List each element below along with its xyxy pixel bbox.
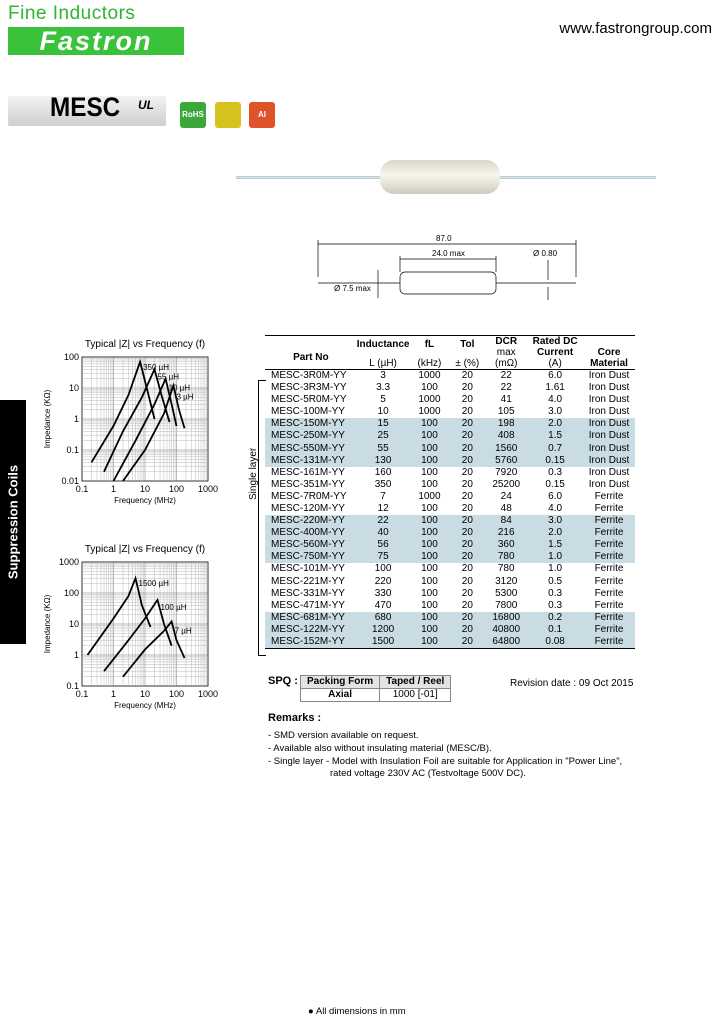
table-cell: Ferrite: [583, 551, 635, 563]
table-cell: 20: [461, 382, 473, 394]
y-tick-label: 1: [73, 414, 79, 424]
table-cell: 330: [374, 587, 392, 599]
series-label: 100 µH: [160, 602, 187, 612]
table-cell: 1000: [418, 406, 441, 418]
table-cell: Iron Dust: [588, 478, 630, 490]
table-row: [265, 539, 635, 551]
table-cell: Ferrite: [594, 575, 624, 587]
table-cell: 24: [500, 490, 512, 502]
table-cell: 7: [380, 490, 386, 502]
table-cell: 100: [409, 551, 449, 563]
rohs-badge-icon: RoHS: [180, 102, 206, 128]
table-cell: 100: [421, 502, 438, 514]
y-tick-label: 0.01: [61, 476, 79, 486]
y-tick-label: 10: [68, 619, 79, 629]
table-row: [265, 418, 635, 430]
table-row: [265, 467, 635, 479]
table-cell: 20: [461, 478, 473, 490]
table-cell: 0.15: [527, 455, 583, 467]
x-tick-label: 1000: [197, 484, 219, 494]
table-cell: 75: [357, 551, 410, 563]
table-cell: Ferrite: [594, 490, 624, 502]
table-cell: 20: [461, 563, 473, 575]
table-cell: 4.0: [548, 502, 563, 514]
table-cell: 680: [357, 612, 410, 624]
table-cell: Iron Dust: [583, 418, 635, 430]
table-cell: Ferrite: [594, 563, 624, 575]
table-cell: 130: [357, 455, 410, 467]
remark-item: - Available also without insulating material (MESC/B).: [268, 743, 492, 754]
table-cell: 20: [449, 624, 485, 636]
ul-mark: UL: [138, 98, 154, 112]
table-cell: 0.3: [548, 466, 563, 478]
table-cell: 40800: [485, 624, 527, 636]
table-row: [265, 503, 635, 515]
table-cell: 100: [409, 539, 449, 551]
table-row: [265, 612, 635, 624]
table-cell: MESC-120M-YY: [271, 502, 345, 514]
table-row: [265, 636, 635, 649]
table-row: [265, 370, 635, 383]
table-cell: 100: [421, 575, 438, 587]
series-label: 3 µH: [176, 392, 194, 402]
table-cell: 20: [461, 394, 473, 406]
table-cell: Iron Dust: [588, 394, 630, 406]
overall-length: 87.0: [436, 234, 452, 243]
table-cell: Iron Dust: [583, 442, 635, 454]
table-cell: 0.15: [545, 478, 565, 490]
table-cell: 56: [357, 539, 410, 551]
table-cell: MESC-131M-YY: [265, 455, 357, 467]
y-tick-label: 0.1: [66, 681, 79, 691]
table-cell: Ferrite: [583, 612, 635, 624]
table-cell: 20: [449, 539, 485, 551]
table-cell: 15: [357, 418, 410, 430]
table-cell: 100: [421, 382, 438, 394]
y-tick-label: 100: [63, 588, 79, 598]
col-current: Rated DC Current (A): [532, 336, 578, 369]
spq-qty: 1000 [-01]: [380, 689, 451, 702]
table-cell: 64800: [485, 636, 527, 649]
table-cell: 7800: [495, 599, 518, 611]
table-cell: MESC-150M-YY: [265, 418, 357, 430]
table-cell: Ferrite: [583, 515, 635, 527]
table-cell: 1200: [357, 624, 410, 636]
table-cell: MESC-250M-YY: [265, 430, 357, 442]
remarks-title: Remarks :: [268, 712, 322, 724]
table-cell: 2.0: [527, 418, 583, 430]
table-row: [265, 527, 635, 539]
table-cell: MESC-750M-YY: [265, 551, 357, 563]
series-label: 10 µH: [168, 383, 191, 393]
series-label: 7 µH: [174, 626, 192, 636]
table-cell: MESC-220M-YY: [265, 515, 357, 527]
table-cell: 20: [449, 551, 485, 563]
table-cell: MESC-681M-YY: [265, 612, 357, 624]
table-cell: 220: [374, 575, 392, 587]
footer-text: All dimensions in mm: [315, 1006, 406, 1017]
series-label: 350 µH: [143, 362, 170, 372]
col-part-no: Part No: [293, 352, 329, 363]
y-tick-label: 1: [73, 650, 79, 660]
table-row: [265, 600, 635, 612]
revision-date: Revision date : 09 Oct 2015: [510, 678, 634, 689]
table-cell: 20: [449, 430, 485, 442]
table-cell: 5300: [495, 587, 518, 599]
table-cell: 0.5: [548, 575, 563, 587]
spq-label: SPQ :: [268, 675, 298, 687]
table-cell: 16800: [485, 612, 527, 624]
table-cell: 5: [380, 394, 386, 406]
table-cell: 1.0: [548, 563, 563, 575]
table-cell: 1.0: [527, 551, 583, 563]
table-cell: 0.3: [548, 599, 563, 611]
table-cell: MESC-122M-YY: [265, 624, 357, 636]
group-label: Single layer: [248, 447, 259, 500]
component-body: [380, 160, 500, 194]
table-cell: 100: [421, 478, 438, 490]
table-cell: MESC-550M-YY: [265, 442, 357, 454]
table-cell: 1560: [485, 442, 527, 454]
table-cell: 350: [374, 478, 392, 490]
table-cell: 100: [421, 587, 438, 599]
table-cell: 3.0: [548, 406, 563, 418]
table-cell: 1000: [418, 370, 441, 381]
table-cell: Iron Dust: [583, 455, 635, 467]
x-tick-label: 1: [110, 689, 117, 699]
table-cell: Ferrite: [583, 624, 635, 636]
table-cell: 10: [377, 406, 389, 418]
product-title: MESC: [50, 92, 121, 122]
table-cell: 20: [461, 406, 473, 418]
y-tick-label: 0.1: [66, 445, 79, 455]
table-cell: 100: [374, 563, 392, 575]
table-cell: 25: [357, 430, 410, 442]
table-cell: 3120: [495, 575, 518, 587]
chart-title: Typical |Z| vs Frequency (f): [84, 544, 206, 555]
spq-col-packing: Packing Form: [301, 676, 380, 689]
impedance-chart-1: [40, 335, 225, 515]
footer-note: ● All dimensions in mm: [308, 1006, 406, 1017]
table-cell: 12: [377, 502, 389, 514]
brand-logo: Fastron: [8, 27, 184, 55]
table-cell: 41: [500, 394, 512, 406]
spq-col-reel: Taped / Reel: [380, 676, 451, 689]
chart-title: Typical |Z| vs Frequency (f): [84, 339, 206, 350]
body-length: 24.0 max: [432, 249, 465, 258]
table-cell: MESC-101M-YY: [271, 563, 345, 575]
table-cell: 25200: [492, 478, 521, 490]
table-cell: Ferrite: [583, 636, 635, 649]
table-cell: 1000: [418, 490, 441, 502]
body-diameter: Ø 7.5 max: [334, 284, 371, 293]
table-cell: 0.7: [527, 442, 583, 454]
table-cell: MESC-400M-YY: [265, 527, 357, 539]
table-cell: 6.0: [548, 370, 563, 381]
table-cell: 20: [449, 455, 485, 467]
table-cell: 40: [357, 527, 410, 539]
table-cell: 20: [461, 575, 473, 587]
table-cell: Ferrite: [594, 587, 624, 599]
y-tick-label: 10: [68, 383, 79, 393]
series-label: 55 µH: [157, 372, 179, 382]
x-axis-label: Frequency (MHz): [114, 496, 176, 505]
table-cell: 4.0: [548, 394, 563, 406]
table-cell: 22: [357, 515, 410, 527]
table-cell: MESC-152M-YY: [265, 636, 357, 649]
col-inductance: Inductance L (µH): [356, 339, 410, 369]
table-cell: MESC-3R0M-YY: [271, 370, 347, 381]
table-cell: 3.3: [376, 382, 391, 394]
brand-tagline: Fine Inductors: [8, 3, 136, 24]
table-cell: 0.2: [527, 612, 583, 624]
table-cell: 1.5: [527, 430, 583, 442]
table-row: [265, 576, 635, 588]
side-tab: [0, 400, 26, 644]
table-row: [265, 406, 635, 418]
table-cell: 470: [374, 599, 392, 611]
table-cell: 1.5: [527, 539, 583, 551]
table-cell: 20: [449, 418, 485, 430]
spec-table: [265, 335, 635, 649]
ai-badge-icon: AI: [249, 102, 275, 128]
table-cell: 780: [485, 551, 527, 563]
table-cell: MESC-221M-YY: [271, 575, 345, 587]
y-axis-label: Impedance (KΩ): [43, 594, 52, 654]
x-tick-label: 100: [168, 689, 185, 699]
spq-table: [300, 675, 451, 702]
table-cell: 5760: [485, 455, 527, 467]
y-tick-label: 1000: [58, 557, 79, 567]
table-cell: 20: [449, 515, 485, 527]
col-dcr: DCR max (mΩ): [494, 336, 518, 369]
table-row: [265, 479, 635, 491]
table-cell: 3: [380, 370, 386, 381]
table-cell: 22: [500, 382, 512, 394]
remark-item: - Single layer - Model with Insulation Foil are suitable for Application in "Power Line",: [268, 756, 623, 767]
table-cell: 22: [500, 370, 512, 381]
x-tick-label: 0.1: [75, 484, 89, 494]
table-row: [265, 394, 635, 406]
table-row: [265, 442, 635, 454]
website-link[interactable]: www.fastrongroup.com: [559, 20, 712, 37]
table-row: [265, 588, 635, 600]
table-cell: 100: [421, 466, 438, 478]
col-tol: Tol ± (%): [455, 339, 480, 369]
col-freq: fL (kHz): [417, 339, 442, 369]
table-cell: 1.61: [545, 382, 565, 394]
x-tick-label: 0.1: [75, 689, 89, 699]
x-tick-label: 10: [139, 484, 151, 494]
series-label: 1500 µH: [138, 579, 169, 589]
table-cell: MESC-351M-YY: [271, 478, 345, 490]
table-cell: MESC-7R0M-YY: [271, 490, 347, 502]
table-cell: 6.0: [548, 490, 563, 502]
impedance-chart-2: [40, 540, 225, 720]
table-row: [265, 430, 635, 442]
table-cell: 105: [497, 406, 515, 418]
table-cell: 100: [409, 442, 449, 454]
table-cell: 20: [461, 599, 473, 611]
table-cell: 100: [409, 624, 449, 636]
table-cell: 20: [449, 442, 485, 454]
dimension-drawing: [300, 232, 600, 302]
table-cell: 198: [485, 418, 527, 430]
x-axis-label: Frequency (MHz): [114, 701, 176, 710]
x-tick-label: 1000: [197, 689, 219, 699]
table-cell: 780: [497, 563, 515, 575]
table-cell: Ferrite: [583, 539, 635, 551]
table-cell: 1000: [418, 394, 441, 406]
table-cell: MESC-560M-YY: [265, 539, 357, 551]
table-cell: 100: [409, 636, 449, 649]
table-cell: 100: [409, 455, 449, 467]
table-cell: 20: [461, 466, 473, 478]
remark-item: rated voltage 230V AC (Testvoltage 500V DC).: [330, 768, 526, 779]
table-cell: MESC-100M-YY: [271, 406, 345, 418]
table-cell: 20: [449, 612, 485, 624]
remark-item: - SMD version available on request.: [268, 730, 419, 741]
table-cell: Ferrite: [594, 502, 624, 514]
table-cell: 100: [421, 563, 438, 575]
table-cell: 84: [485, 515, 527, 527]
table-cell: Iron Dust: [588, 370, 630, 381]
table-row: [265, 563, 635, 575]
table-cell: 160: [374, 466, 392, 478]
table-cell: 0.1: [527, 624, 583, 636]
table-cell: 360: [485, 539, 527, 551]
table-cell: 20: [461, 502, 473, 514]
table-cell: MESC-331M-YY: [271, 587, 345, 599]
table-cell: MESC-3R3M-YY: [271, 382, 347, 394]
table-cell: 100: [409, 418, 449, 430]
wire-diameter: Ø 0.80: [533, 249, 558, 258]
col-core: Core Material: [590, 347, 628, 369]
table-cell: 100: [409, 515, 449, 527]
table-cell: MESC-5R0M-YY: [271, 394, 347, 406]
table-row: [265, 551, 635, 563]
table-cell: 100: [409, 527, 449, 539]
table-cell: 1500: [357, 636, 410, 649]
x-tick-label: 10: [139, 689, 151, 699]
table-row: [265, 624, 635, 636]
table-cell: 0.3: [548, 587, 563, 599]
table-cell: 0.08: [527, 636, 583, 649]
green-badge-icon: [215, 102, 241, 128]
table-cell: Iron Dust: [588, 466, 630, 478]
x-tick-label: 100: [168, 484, 185, 494]
table-cell: 408: [485, 430, 527, 442]
table-row: [265, 382, 635, 394]
table-cell: 20: [461, 587, 473, 599]
table-cell: 100: [409, 612, 449, 624]
table-row: [265, 491, 635, 503]
side-tab-label: Suppression Coils: [5, 464, 21, 580]
table-row: [265, 455, 635, 467]
table-cell: 100: [409, 430, 449, 442]
table-cell: 55: [357, 442, 410, 454]
table-cell: 100: [421, 599, 438, 611]
table-cell: 216: [485, 527, 527, 539]
table-cell: MESC-471M-YY: [271, 599, 345, 611]
y-tick-label: 100: [63, 352, 79, 362]
table-cell: Iron Dust: [583, 430, 635, 442]
table-cell: 20: [461, 370, 473, 381]
table-cell: Ferrite: [583, 527, 635, 539]
table-cell: Ferrite: [594, 599, 624, 611]
table-cell: 7920: [495, 466, 518, 478]
table-cell: 20: [461, 490, 473, 502]
table-cell: Iron Dust: [588, 382, 630, 394]
spq-form: Axial: [301, 689, 380, 702]
y-axis-label: Impedance (KΩ): [43, 389, 52, 449]
table-cell: MESC-161M-YY: [271, 466, 345, 478]
table-cell: 2.0: [527, 527, 583, 539]
table-cell: 20: [449, 527, 485, 539]
table-cell: Iron Dust: [588, 406, 630, 418]
table-cell: 3.0: [527, 515, 583, 527]
table-cell: 20: [449, 636, 485, 649]
table-row: [265, 515, 635, 527]
x-tick-label: 1: [110, 484, 117, 494]
table-cell: 48: [500, 502, 512, 514]
